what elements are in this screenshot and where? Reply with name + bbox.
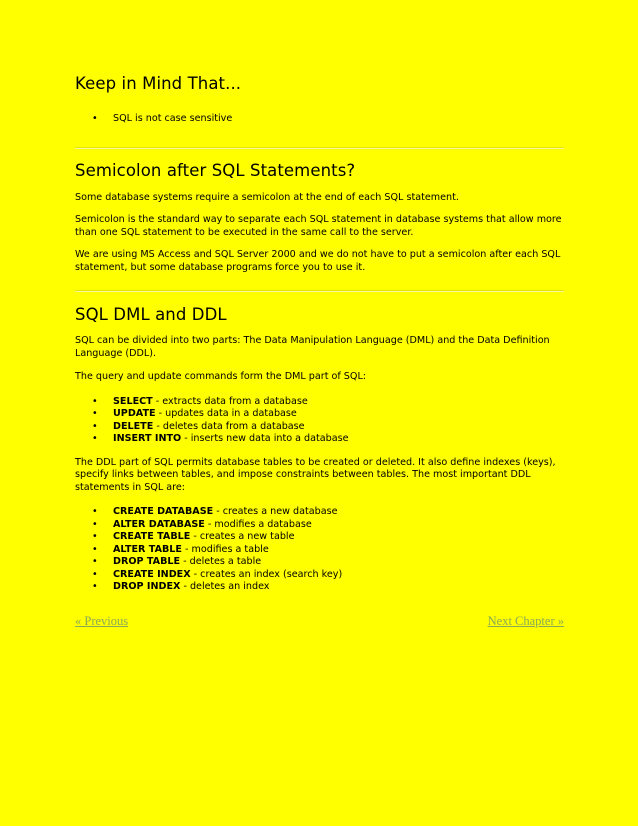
bullet-icon: • bbox=[92, 420, 98, 432]
document-page bbox=[75, 74, 564, 630]
list-item: • CREATE DATABASE - creates a new database bbox=[92, 506, 338, 517]
paragraph: SQL can be divided into two parts: The Data Manipulation Language (DML) and the Data Definition Language (DDL). bbox=[75, 335, 550, 359]
chapter-navigation bbox=[75, 614, 564, 630]
ddl-list bbox=[75, 506, 564, 594]
list-item: • DELETE - deletes data from a database bbox=[92, 420, 305, 432]
paragraph: Some database systems require a semicolon at the end of each SQL statement. bbox=[75, 191, 459, 203]
list-item: • INSERT INTO - inserts new data into a database bbox=[92, 433, 349, 444]
list-item: • SELECT - extracts data from a database bbox=[92, 395, 308, 407]
keep-in-mind-list bbox=[75, 113, 564, 126]
bullet-icon: • bbox=[92, 113, 98, 124]
list-item: • ALTER DATABASE - modifies a database bbox=[92, 518, 312, 530]
heading-semicolon: Semicolon after SQL Statements? bbox=[75, 160, 356, 180]
bullet-icon: • bbox=[92, 518, 98, 530]
bullet-icon: • bbox=[92, 568, 98, 580]
list-item: • UPDATE - updates data in a database bbox=[92, 408, 297, 419]
paragraph: We are using MS Access and SQL Server 2000 and we do not have to put a semicolon after each SQL statement, but some database programs force you to use it. bbox=[75, 249, 561, 273]
bullet-icon: • bbox=[92, 408, 98, 419]
paragraph: The query and update commands form the DML part of SQL: bbox=[75, 371, 367, 382]
list-item: • CREATE INDEX - creates an index (search key) bbox=[92, 568, 343, 580]
dml-list bbox=[75, 396, 564, 446]
list-item: • DROP TABLE - deletes a table bbox=[92, 556, 262, 567]
bullet-icon: • bbox=[92, 531, 98, 542]
bullet-icon: • bbox=[92, 556, 98, 567]
paragraph: Semicolon is the standard way to separate each SQL statement in database systems that allow more than one SQL statement to be executed in the same call to the server. bbox=[75, 214, 562, 238]
list-item: • SQL is not case sensitive bbox=[92, 113, 233, 124]
bullet-icon: • bbox=[92, 581, 98, 592]
bullet-icon: • bbox=[92, 395, 98, 407]
bullet-icon: • bbox=[92, 543, 98, 555]
bullet-icon: • bbox=[92, 506, 98, 517]
divider bbox=[75, 147, 564, 149]
bullet-icon: • bbox=[92, 433, 98, 444]
list-item: • CREATE TABLE - creates a new table bbox=[92, 531, 295, 542]
divider bbox=[75, 290, 564, 292]
next-chapter-link[interactable]: Next Chapter » bbox=[487, 613, 564, 628]
paragraph: The DDL part of SQL permits database tables to be created or deleted. It also define indexes (keys), specify links between tables, and impose constraints between tables. The most important DDL statements in SQL are: bbox=[75, 456, 556, 493]
heading-dml-ddl: SQL DML and DDL bbox=[75, 305, 227, 324]
previous-link[interactable]: « Previous bbox=[75, 613, 129, 628]
list-item: • DROP INDEX - deletes an index bbox=[92, 581, 270, 592]
heading-keep-in-mind: Keep in Mind That... bbox=[75, 74, 242, 93]
list-item: • ALTER TABLE - modifies a table bbox=[92, 543, 269, 555]
